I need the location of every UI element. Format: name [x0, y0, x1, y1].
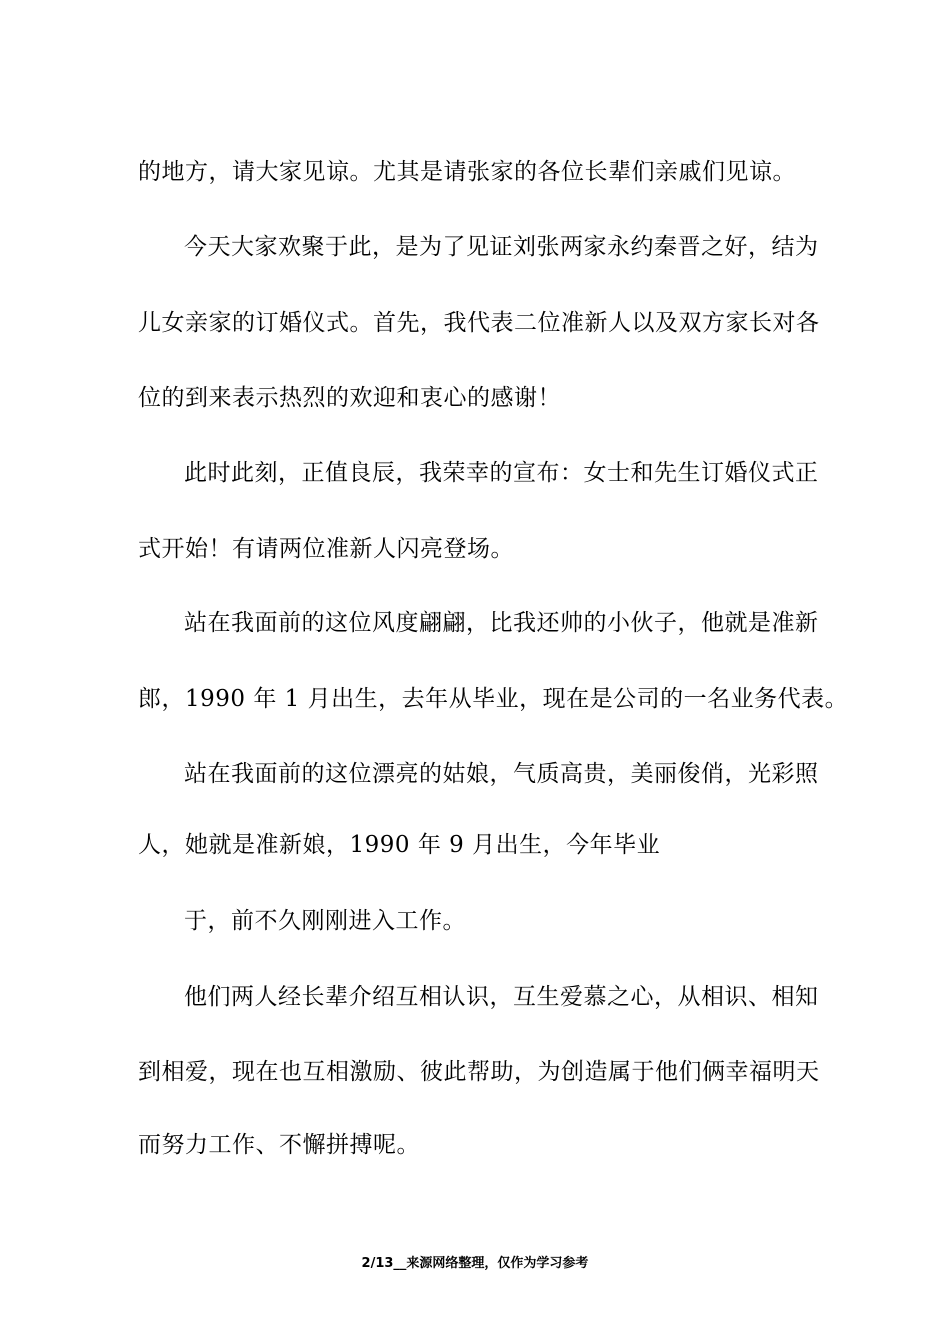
- paragraph-line: 站在我面前的这位漂亮的姑娘，气质高贵，美丽俊俏，光彩照: [184, 761, 819, 787]
- text-line: 人，她就是准新娘，1990 年 9 月出生，今年毕业: [138, 832, 661, 858]
- text-line: 位的到来表示热烈的欢迎和衷心的感谢！: [138, 385, 561, 411]
- text-line: 的地方，请大家见谅。尤其是请张家的各位长辈们亲戚们见谅。: [138, 159, 796, 185]
- paragraph-line: 于，前不久刚刚进入工作。: [184, 908, 466, 934]
- text-line: 郎，1990 年 1 月出生，去年从毕业，现在是公司的一名业务代表。: [138, 686, 849, 712]
- paragraph-line: 站在我面前的这位风度翩翩，比我还帅的小伙子，他就是准新: [184, 610, 819, 636]
- paragraph-line: 此时此刻，正值良辰，我荣幸的宣布：女士和先生订婚仪式正: [184, 460, 819, 486]
- text-line: 儿女亲家的订婚仪式。首先，我代表二位准新人以及双方家长对各: [138, 310, 820, 336]
- text-line: 而努力工作、不懈拼搏呢。: [138, 1132, 420, 1158]
- text-line: 到相爱，现在也互相激励、彼此帮助，为创造属于他们俩幸福明天: [138, 1059, 820, 1085]
- page-footer: 2/13__来源网络整理，仅作为学习参考: [361, 1256, 589, 1271]
- paragraph-line: 他们两人经长辈介绍互相认识，互生爱慕之心，从相识、相知: [184, 984, 819, 1010]
- paragraph-line: 今天大家欢聚于此，是为了见证刘张两家永约秦晋之好，结为: [184, 234, 819, 260]
- text-line: 式开始！有请两位准新人闪亮登场。: [138, 536, 514, 562]
